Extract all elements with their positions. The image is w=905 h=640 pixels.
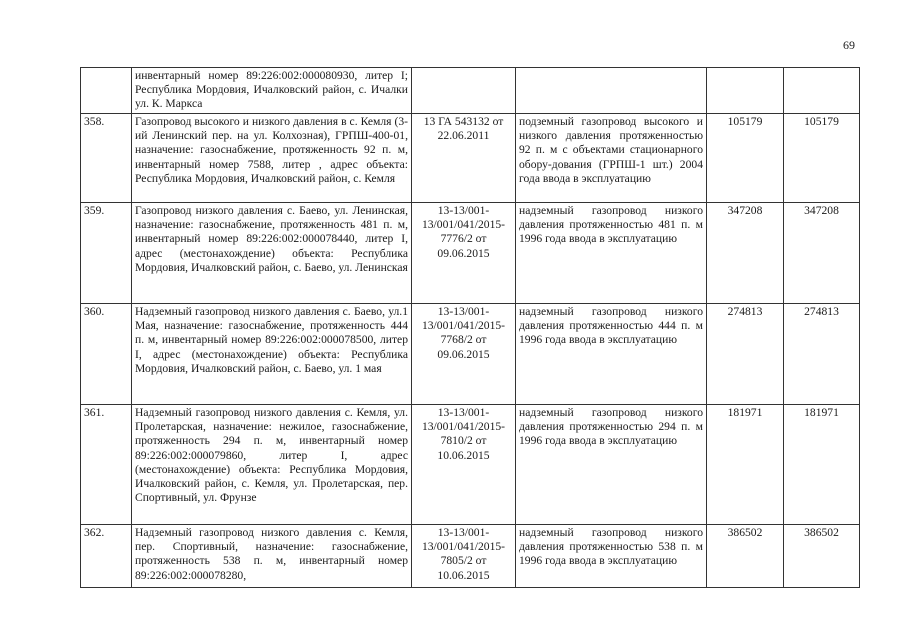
value-cell: 386502 (784, 525, 860, 588)
characteristics-cell: подземный газопровод высокого и низкого давления протяженностью 92 п. м с объектами стационарного обору-дования (ГРПШ-1 шт.) 2004 года ввода в эксплуатацию (516, 114, 707, 203)
table-row (81, 68, 860, 114)
value-cell: 347208 (784, 203, 860, 304)
registration-cell: 13-13/001-13/001/041/2015-7805/2 от 10.06.2015 (412, 525, 516, 588)
object-description-cell: инвентарный номер 89:226:002:000080930, литер I; Республика Мордовия, Ичалковский район, с. Ичалки ул. К. Маркса (132, 68, 412, 114)
characteristics-cell: надземный газопровод низкого давления протяженностью 538 п. м 1996 года ввода в эксплуатацию (516, 525, 707, 588)
page-number: 69 (843, 38, 855, 52)
value-cell: 386502 (707, 525, 784, 588)
value-cell: 105179 (784, 114, 860, 203)
object-description-cell: Надземный газопровод низкого давления с. Кемля, пер. Спортивный, назначение: газоснабжение, протяженность 538 п. м, инвентарный номер 89:226:002:000078280, (132, 525, 412, 588)
value-cell (707, 68, 784, 114)
object-description-cell: Газопровод высокого и низкого давления в с. Кемля (3-ий Ленинский пер. на ул. Колхозная), ГРПШ-400-01, назначение: газоснабжение, протяженность 92 п. м, инвентарный номер 7588, литер , адрес объекта: Республика Мордовия, Ичалковский район, с. Кемля (132, 114, 412, 203)
row-number-cell: 361. (81, 405, 132, 525)
value-cell: 347208 (707, 203, 784, 304)
value-cell: 105179 (707, 114, 784, 203)
value-cell: 181971 (784, 405, 860, 525)
characteristics-cell: надземный газопровод низкого давления протяженностью 444 п. м 1996 года ввода в эксплуатацию (516, 304, 707, 405)
registration-cell: 13-13/001-13/001/041/2015-7776/2 от 09.06.2015 (412, 203, 516, 304)
row-number-cell: 362. (81, 525, 132, 588)
row-number-cell: 358. (81, 114, 132, 203)
table-row (81, 405, 860, 525)
value-cell: 274813 (707, 304, 784, 405)
value-cell (784, 68, 860, 114)
table-row (81, 304, 860, 405)
table-row (81, 114, 860, 203)
characteristics-cell (516, 68, 707, 114)
row-number-cell (81, 68, 132, 114)
object-description-cell: Газопровод низкого давления с. Баево, ул. Ленинская, назначение: газоснабжение, протяженность 481 п. м, инвентарный номер 89:226:002:000078440, литер I, адрес (местонахождение) объекта: Республика Мордовия, Ичалковский район, с. Баево, ул. Ленинская (132, 203, 412, 304)
registration-cell: 13-13/001-13/001/041/2015-7810/2 от 10.06.2015 (412, 405, 516, 525)
registration-cell (412, 68, 516, 114)
table-row (81, 525, 860, 588)
characteristics-cell: надземный газопровод низкого давления протяженностью 481 п. м 1996 года ввода в эксплуатацию (516, 203, 707, 304)
registration-cell: 13-13/001-13/001/041/2015-7768/2 от 09.06.2015 (412, 304, 516, 405)
registration-cell: 13 ГА 543132 от 22.06.2011 (412, 114, 516, 203)
characteristics-cell: надземный газопровод низкого давления протяженностью 294 п. м 1996 года ввода в эксплуатацию (516, 405, 707, 525)
value-cell: 274813 (784, 304, 860, 405)
row-number-cell: 359. (81, 203, 132, 304)
property-registry-table (80, 67, 860, 588)
object-description-cell: Надземный газопровод низкого давления с. Кемля, ул. Пролетарская, назначение: нежилое, газоснабжение, протяженность 294 п. м, инвентарный номер 89:226:002:000079860, литер I, адрес (местонахождение) объекта: Республика Мордовия, Ичалковский район, с. Кемля, ул. Пролетарская, пер. Спортивный, ул. Фрунзе (132, 405, 412, 525)
value-cell: 181971 (707, 405, 784, 525)
object-description-cell: Надземный газопровод низкого давления с. Баево, ул.1 Мая, назначение: газоснабжение, протяженность 444 п. м, инвентарный номер 89:226:002:000078500, литер I, адрес (местонахождение) объекта: Республика Мордовия, Ичалковский район, с. Баево, ул. 1 мая (132, 304, 412, 405)
row-number-cell: 360. (81, 304, 132, 405)
table-row (81, 203, 860, 304)
